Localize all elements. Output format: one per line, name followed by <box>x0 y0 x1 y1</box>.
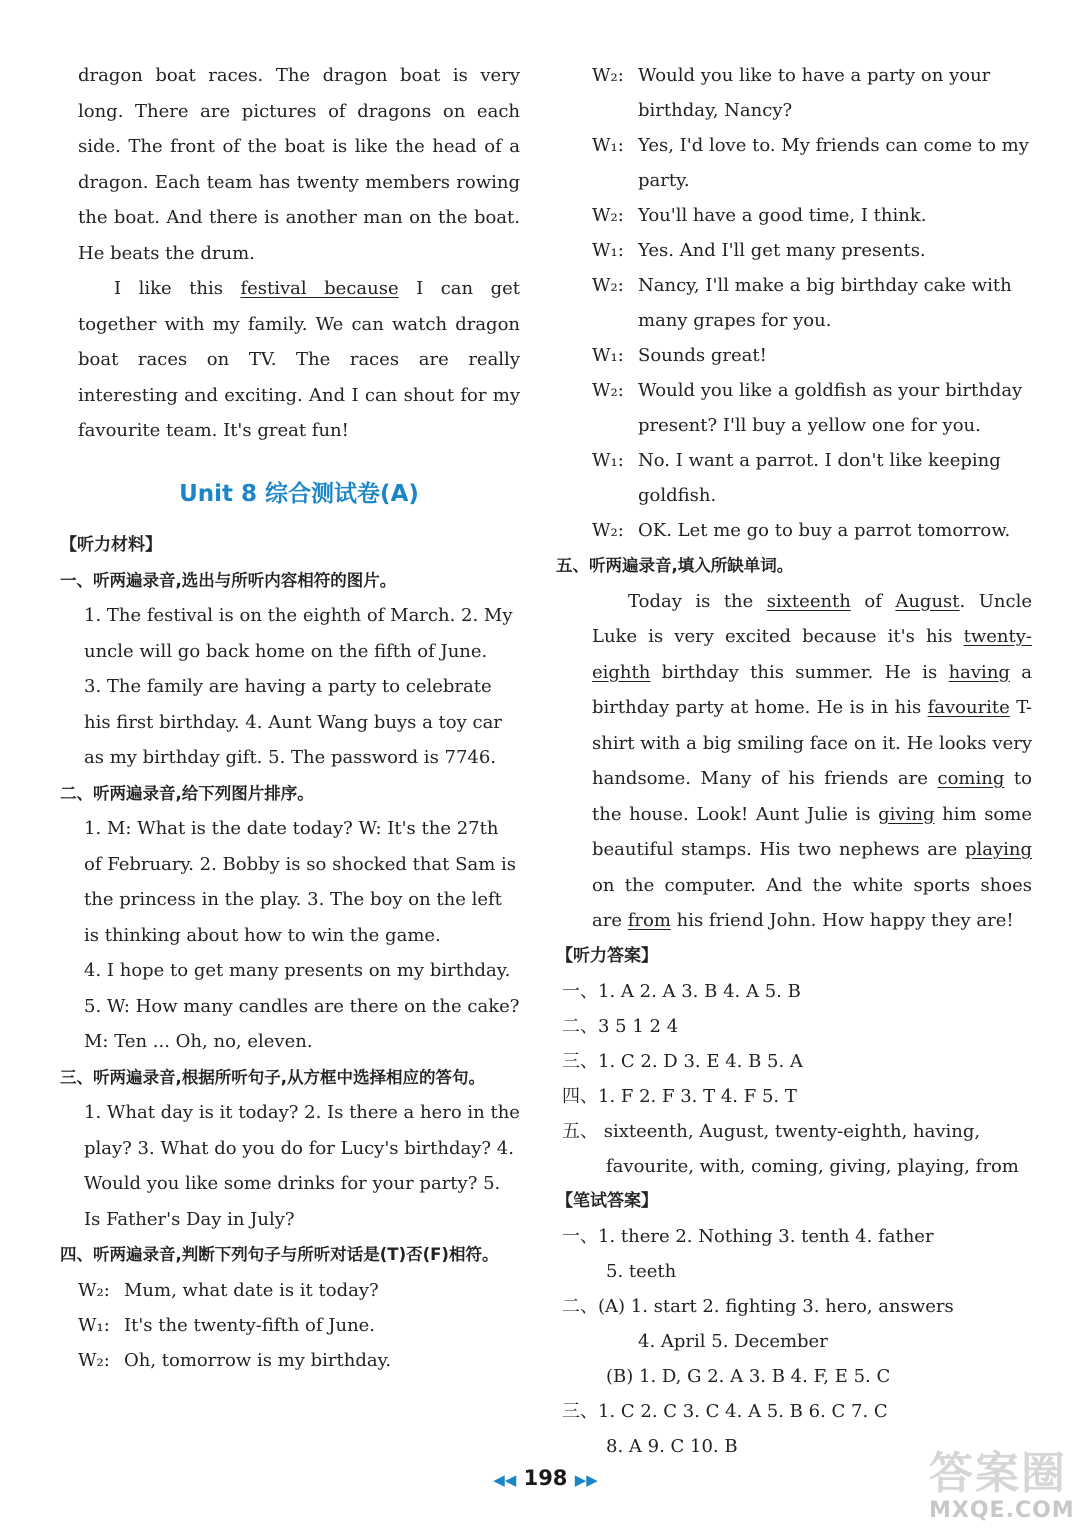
section-1-items-b: 3. The family are having a party to celebrate his first birthday. 4. Aunt Wang buys a toy car as my birthday gift. 5. The password is 7746. <box>84 676 502 768</box>
speaker-label: W₂: <box>592 520 624 541</box>
left-column <box>60 58 521 1378</box>
watermark <box>929 1450 1079 1528</box>
speaker-label: W₂: <box>78 1279 110 1301</box>
answer-row: 二、(A) 1. start 2. fighting 3. hero, answers <box>562 1295 954 1317</box>
section-1-items-a: 1. The festival is on the eighth of March. 2. My uncle will go back home on the fifth of June. <box>84 605 513 662</box>
answer-row-continued: (B) 1. D, G 2. A 3. B 4. F, E 5. C <box>606 1365 891 1387</box>
right-column <box>556 58 1032 1464</box>
section-2-items-b: 4. I hope to get many presents on my birthday. <box>84 960 511 981</box>
section-5-heading: 五、听两遍录音,填入所缺单词。 <box>556 556 794 575</box>
dialogue-line: Yes. And I'll get many presents. <box>638 240 926 261</box>
next-arrow-icon: ▶▶ <box>574 1471 598 1489</box>
dialogue-line: Mum, what date is it today? <box>124 1279 379 1301</box>
speaker-label: W₁: <box>592 345 624 366</box>
answer-row-continued: favourite, with, coming, giving, playing, from <box>606 1155 1019 1177</box>
page-number-text: 198 <box>523 1466 568 1490</box>
answer-row: 三、1. C 2. D 3. E 4. B 5. A <box>562 1050 803 1072</box>
answer-row: 四、1. F 2. F 3. T 4. F 5. T <box>562 1085 797 1107</box>
dialogue-line: OK. Let me go to buy a parrot tomorrow. <box>638 520 1011 541</box>
section-2-items-a: 1. M: What is the date today? W: It's the 27th of February. 2. Bobby is so shocked that Sam is the princess in the play. 3. The boy on the left is thinking about how to win the game. <box>84 818 516 946</box>
page-number <box>0 1466 1091 1490</box>
section-4-dialogue <box>78 1273 520 1378</box>
watermark-logo: 答案圈 <box>929 1448 1067 1499</box>
speaker-label: W₁: <box>592 135 624 156</box>
answer-row: 三、1. C 2. C 3. C 4. A 5. B 6. C 7. C <box>562 1400 888 1422</box>
speaker-label: W₁: <box>78 1314 110 1336</box>
dialogue-line: It's the twenty-fifth of June. <box>124 1314 376 1336</box>
section-2-items-c: 5. W: How many candles are there on the cake? M: Ten ... Oh, no, eleven. <box>84 995 520 1052</box>
answer-row-continued: 5. teeth <box>606 1260 677 1282</box>
prev-arrow-icon: ◀◀ <box>493 1471 517 1489</box>
dialogue-line: Would you like to have a party on your birthday, Nancy? <box>638 65 991 121</box>
written-answers-heading: 【笔试答案】 <box>556 1190 658 1211</box>
section-4-dialogue-continued <box>592 58 1032 548</box>
answer-row-continued: 4. April 5. December <box>638 1330 828 1352</box>
section-3-items: 1. What day is it today? 2. Is there a hero in the play? 3. What do you do for Lucy's birthday? 4. Would you like some drinks for your party? 5. Is Father's Day in July? <box>84 1102 520 1230</box>
answer-row: 二、3 5 1 2 4 <box>562 1015 679 1037</box>
section-3-heading: 三、听两遍录音,根据所听句子,从方框中选择相应的答句。 <box>60 1067 486 1087</box>
speaker-label: W₂: <box>592 275 624 296</box>
essay-paragraph-2: I like this festival because I can get together with my family. We can watch dragon boat races on TV. The races are really interesting and exciting. And I can shout for my favourite team. It's great fun! <box>78 278 521 441</box>
answer-row-continued: 8. A 9. C 10. B <box>606 1435 738 1457</box>
essay-paragraph-1: dragon boat races. The dragon boat is very long. There are pictures of dragons on each side. The front of the boat is like the head of a dragon. Each team has twenty members rowing the boat. And there is another man on the boat. He beats the drum. <box>78 65 520 264</box>
watermark-site: MXQE.COM <box>929 1498 1075 1523</box>
section-1-heading: 一、听两遍录音,选出与所听内容相符的图片。 <box>60 570 397 590</box>
listening-material-heading: 【听力材料】 <box>60 534 162 555</box>
speaker-label: W₁: <box>592 450 624 471</box>
dialogue-line: No. I want a parrot. I don't like keeping goldfish. <box>638 450 1001 506</box>
dialogue-line: Would you like a goldfish as your birthday present? I'll buy a yellow one for you. <box>638 380 1023 436</box>
answer-row: 五、 sixteenth, August, twenty-eighth, having, <box>562 1120 981 1142</box>
dialogue-line: Oh, tomorrow is my birthday. <box>124 1349 392 1371</box>
listening-answers-heading: 【听力答案】 <box>556 945 658 966</box>
speaker-label: W₂: <box>592 65 624 86</box>
speaker-label: W₂: <box>592 205 624 226</box>
section-4-heading: 四、听两遍录音,判断下列句子与所听对话是(T)否(F)相符。 <box>60 1245 499 1264</box>
section-2-heading: 二、听两遍录音,给下列图片排序。 <box>60 783 314 803</box>
speaker-label: W₂: <box>592 380 624 401</box>
answer-row: 一、1. A 2. A 3. B 4. A 5. B <box>562 980 801 1002</box>
speaker-label: W₂: <box>78 1349 110 1371</box>
dialogue-line: You'll have a good time, I think. <box>638 205 927 226</box>
answer-row: 一、1. there 2. Nothing 3. tenth 4. father <box>562 1225 934 1247</box>
speaker-label: W₁: <box>592 240 624 261</box>
section-5-passage: Today is the sixteenth of August. Uncle Luke is very excited because it's his twenty-eighth birthday this summer. He is having a birthday party at home. He is in his favourite T-shirt with a big smiling face on it. He looks very handsome. Many of his friends are coming to the house. Look! Aunt Julie is giving him some beautiful stamps. His two nephews are playing on the computer. And the white sports shoes are from his friend John. How happy they are! <box>592 590 1032 931</box>
dialogue-line: Nancy, I'll make a big birthday cake with many grapes for you. <box>638 275 1012 331</box>
unit-title: Unit 8 综合测试卷(A) <box>179 480 419 507</box>
dialogue-line: Sounds great! <box>638 345 767 366</box>
dialogue-line: Yes, I'd love to. My friends can come to my party. <box>638 135 1029 191</box>
